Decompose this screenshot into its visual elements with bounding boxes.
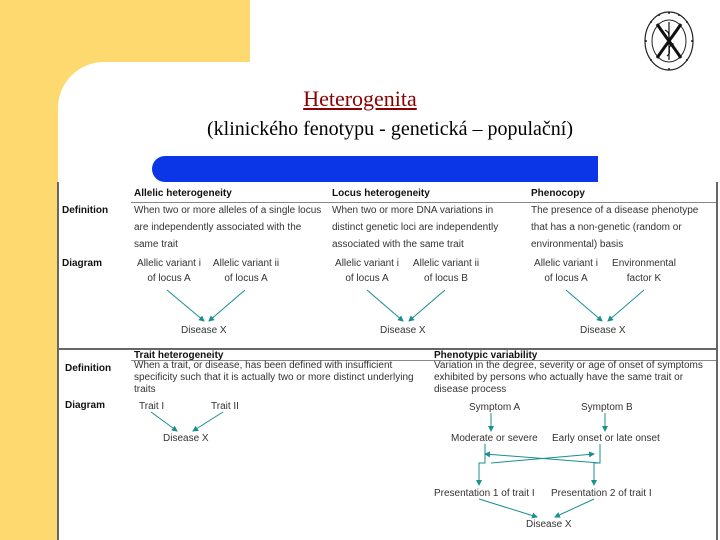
trait-node-1: Trait I — [139, 401, 165, 412]
trait-result: Disease X — [163, 433, 209, 444]
diagram-arrows — [59, 182, 716, 540]
row-label-diagram: Diagram — [62, 258, 103, 269]
locus-node-2: Allelic variant ii of locus B — [412, 258, 480, 284]
accent-bar — [152, 156, 598, 182]
allelic-node-2: Allelic variant ii of locus A — [212, 258, 280, 284]
allelic-definition: When two or more alleles of a single locus are independently associated with the same trait — [134, 205, 322, 250]
arrow-locus-2 — [409, 290, 445, 321]
locus-definition: When two or more DNA variations in distinct genetic loci are independently associated with the same trait — [332, 205, 499, 250]
arrow-p1-to-disease — [479, 499, 537, 517]
arrow-onset-to-p2 — [594, 444, 600, 485]
arrow-trait-2 — [193, 412, 223, 431]
arrow-p2-to-disease — [555, 499, 594, 517]
locus-node-1: Allelic variant i of locus A — [335, 258, 399, 284]
arrow-trait-1 — [151, 412, 177, 431]
phenocopy-header: Phenocopy — [531, 188, 585, 199]
presentation-2: Presentation 2 of trait I — [551, 488, 652, 499]
arrow-phenocopy-2 — [608, 290, 644, 321]
arrow-severity-to-p1 — [479, 444, 485, 485]
arrow-phenocopy-1 — [566, 290, 602, 321]
trait-header: Trait heterogeneity — [134, 350, 224, 361]
allelic-header: Allelic heterogeneity — [134, 188, 232, 199]
variability-header: Phenotypic variability — [434, 350, 538, 361]
allelic-node-1: Allelic variant i of locus A — [137, 258, 201, 284]
bottom-row-label-definition: Definition — [65, 363, 112, 374]
trait-definition: When a trait, or disease, has been defined with insufficient specificity such that it is actually two or more distinct underlying traits — [134, 360, 414, 395]
trait-node-2: Trait II — [211, 401, 239, 412]
arrow-allelic-1 — [167, 290, 204, 321]
arrow-locus-1 — [367, 290, 403, 321]
phenocopy-result: Disease X — [580, 325, 626, 336]
phenocopy-node-2: Environmental factor K — [612, 258, 676, 284]
bottom-row-label-diagram: Diagram — [65, 400, 106, 411]
slide-title: Heterogenita — [303, 86, 417, 111]
arrow-allelic-2 — [209, 290, 245, 321]
symptom-a: Symptom A — [469, 402, 521, 413]
locus-result: Disease X — [380, 325, 426, 336]
university-seal-icon — [643, 10, 695, 72]
variability-result: Disease X — [526, 519, 572, 530]
phenocopy-node-1: Allelic variant i of locus A — [534, 258, 598, 284]
variability-definition: Variation in the degree, severity or age of onset of symptoms exhibited by persons who actually have the same trait or disease process — [434, 360, 703, 395]
phenocopy-definition: The presence of a disease phenotype that has a non-genetic (random or environmental) basis — [531, 205, 699, 250]
row-label-definition: Definition — [62, 205, 109, 216]
symptom-b: Symptom B — [581, 402, 633, 413]
slide-subtitle: (klinického fenotypu - genetická – populační) — [207, 118, 573, 140]
severity-node: Moderate or severe — [451, 433, 538, 444]
presentation-1: Presentation 1 of trait I — [434, 488, 535, 499]
heterogeneity-figure — [57, 182, 718, 540]
allelic-result: Disease X — [181, 325, 227, 336]
locus-header: Locus heterogeneity — [332, 188, 430, 199]
onset-node: Early onset or late onset — [552, 433, 660, 444]
